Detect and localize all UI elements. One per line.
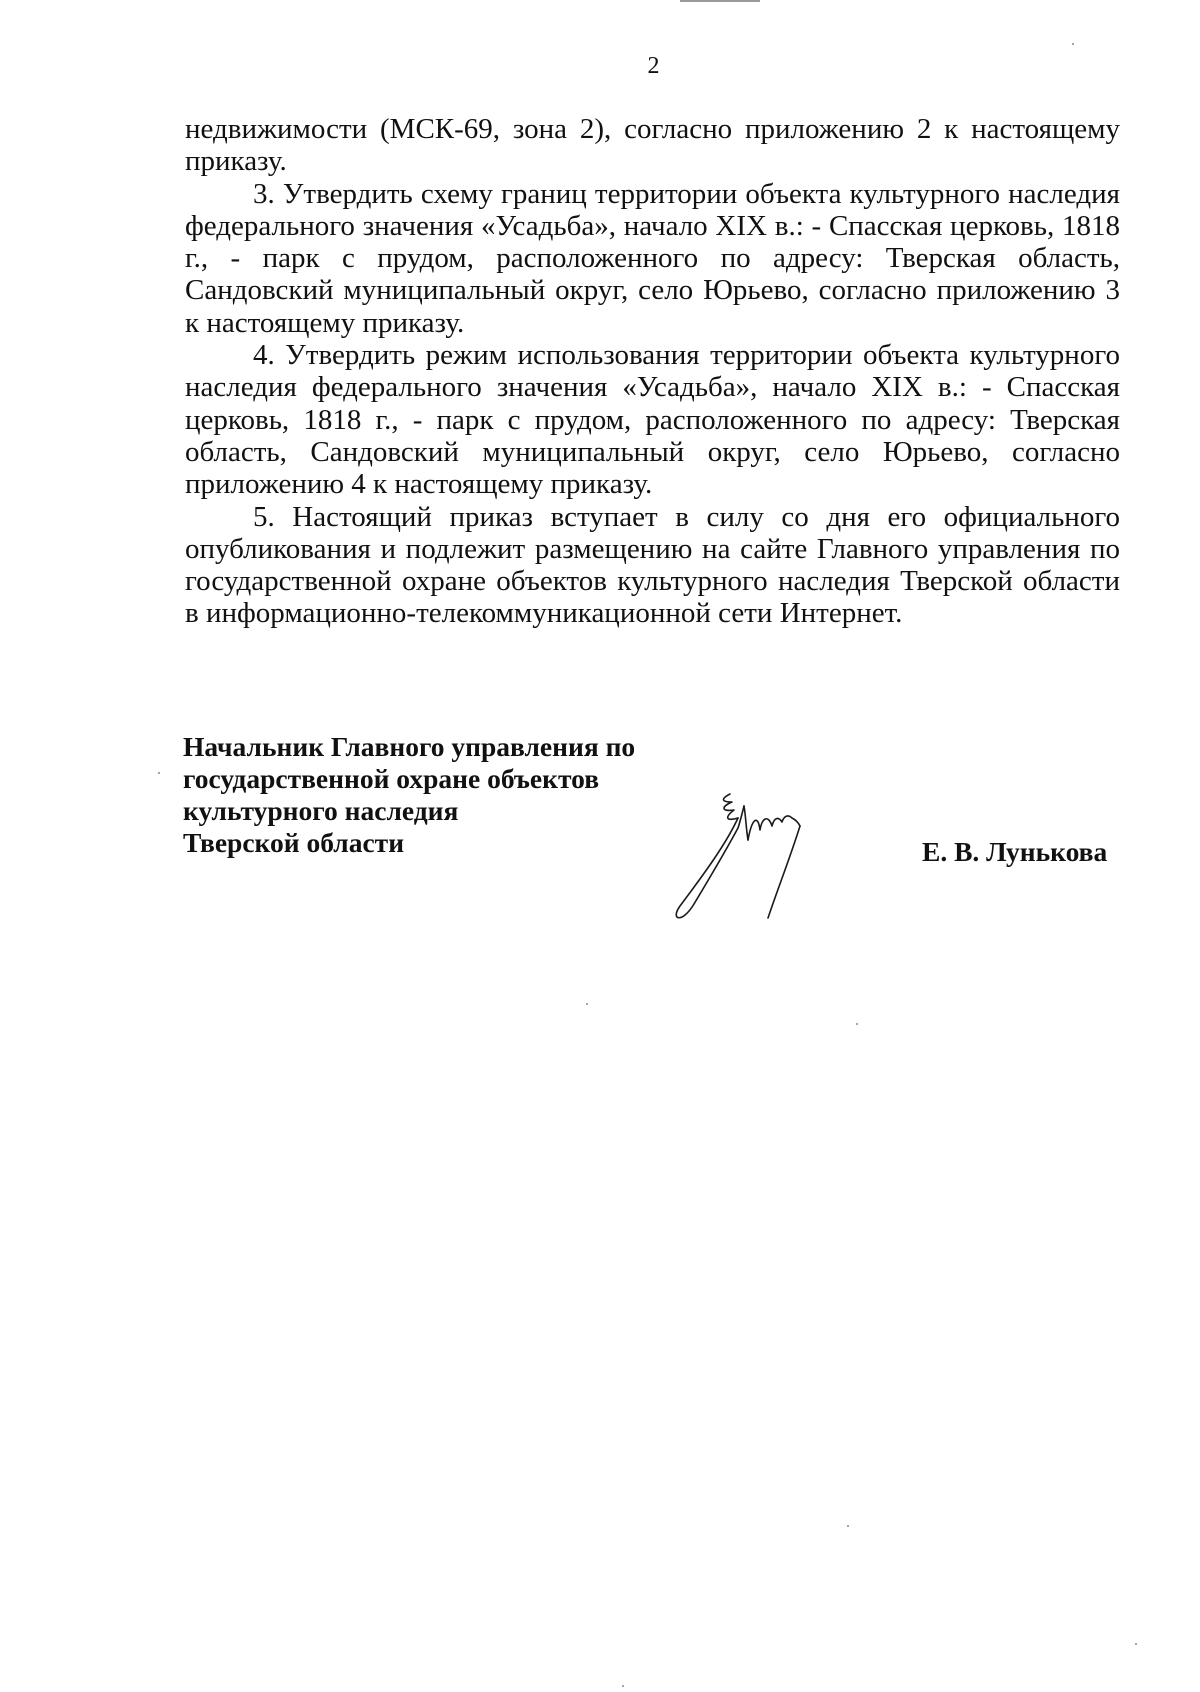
page-number: 2 <box>647 53 660 79</box>
signatory-title-line: Тверской области <box>183 827 405 858</box>
paragraph-item-3: 3. Утвердить схему границ территории объекта культурного наследия федерального значения «Усадьба», начало XIX в.: - Спасская церковь, 1818 г., - парк с прудом, расположенного по адресу: Тверская область, Сандовский муниципальный округ, село Юрьево, согласно приложению 3 к настоящему приказу. <box>185 177 1120 339</box>
document-body <box>185 113 1120 630</box>
signatory-title-line: государственной охране объектов <box>183 763 600 794</box>
signatory-title-line: Начальник Главного управления по <box>183 731 636 762</box>
signatory-title <box>183 731 683 859</box>
scan-speck <box>856 1023 858 1025</box>
scan-speck <box>158 772 160 774</box>
scan-speck <box>622 1685 624 1687</box>
scan-speck <box>586 1003 588 1005</box>
paragraph-item-5: 5. Настоящий приказ вступает в силу со дня его официального опубликования и подлежит размещению на сайте Главного управления по государственной охране объектов культурного наследия Тверской области в информационно-телекоммуникационной сети Интернет. <box>185 500 1120 630</box>
paragraph-continuation: недвижимости (МСК-69, зона 2), согласно приложению 2 к настоящему приказу. <box>185 113 1120 178</box>
signatory-name: Е. В. Лунькова <box>922 836 1108 867</box>
paragraph-item-4: 4. Утвердить режим использования территории объекта культурного наследия федерального значения «Усадьба», начало XIX в.: - Спасская церковь, 1818 г., - парк с прудом, расположенного по адресу: Тверская область, Сандовский муниципальный округ, село Юрьево, согласно приложению 4 к настоящему приказу. <box>185 339 1120 501</box>
scan-speck <box>1135 1643 1137 1645</box>
handwritten-signature <box>660 788 840 928</box>
scan-speck <box>1072 43 1074 45</box>
scan-artifact-line <box>680 0 760 2</box>
signatory-title-line: культурного наследия <box>183 795 459 826</box>
scan-speck <box>847 1525 849 1527</box>
